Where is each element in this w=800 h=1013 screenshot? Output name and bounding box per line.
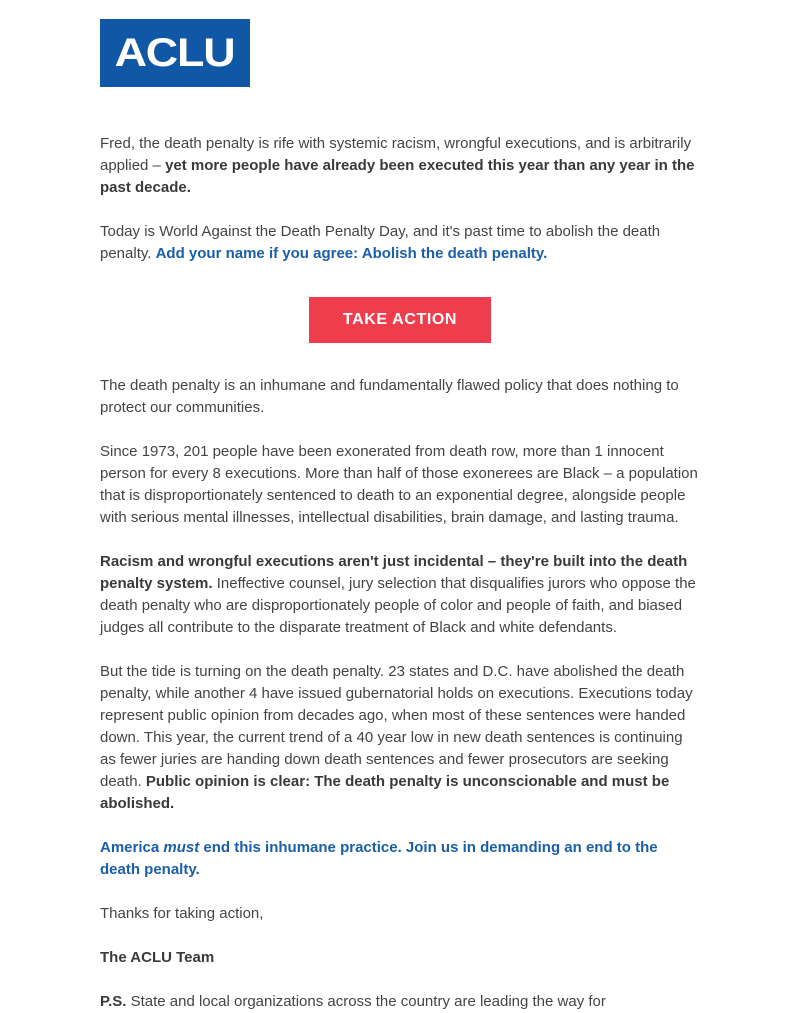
paragraph-intro-lead: Fred, the death penalty is rife with systemic racism, wrongful executions, and is arbitrarily applied –	[100, 135, 692, 174]
team-signature	[100, 947, 700, 969]
postscript-label: P.S.	[100, 993, 127, 1010]
take-action-button[interactable]: TAKE ACTION	[309, 297, 491, 343]
paragraph-intro	[100, 133, 700, 199]
america-part2: end this inhumane practice. Join us in demanding an end to the death penalty.	[100, 839, 658, 878]
paragraph-world-day	[100, 221, 700, 265]
email-content-column	[100, 0, 700, 1013]
paragraph-tide-emphasis: Public opinion is clear: The death penalty is unconscionable and must be abolished.	[100, 773, 670, 812]
postscript	[100, 991, 700, 1013]
paragraph-racism-emphasis: Racism and wrongful executions aren't just incidental – they're built into the death penalty system.	[100, 553, 688, 592]
paragraph-inhumane-policy: The death penalty is an inhumane and fundamentally flawed policy that does nothing to protect our communities.	[100, 377, 679, 416]
paragraph-tide-lead: But the tide is turning on the death penalty. 23 states and D.C. have abolished the death penalty, while another 4 have issued gubernatorial holds on executions. Executions today represent public opinion from decades ago, when most of these sentences were handed down. This year, the current trend of a 40 year low in new death sentences is continuing as fewer juries are handing down death sentences and fewer prosecutors are seeking death.	[100, 663, 693, 790]
paragraph-tide-turning	[100, 661, 700, 815]
add-your-name-link[interactable]: Add your name if you agree: Abolish the death penalty.	[155, 245, 548, 262]
america-part1: America	[100, 839, 164, 856]
aclu-logo[interactable]	[100, 19, 250, 87]
team-signature-label: The ACLU Team	[100, 949, 215, 966]
paragraph-exonerations: Since 1973, 201 people have been exonerated from death row, more than 1 innocent person for every 8 executions. More than half of those exonerees are Black – a population that is disproportionately sentenced to death to an exponential degree, alongside people with serious mental illnesses, intellectual disabilities, brain damage, and lasting trauma.	[100, 443, 698, 526]
paragraph-racism-built-in	[100, 551, 700, 639]
aclu-wordmark: ACLU	[115, 31, 235, 75]
cta-row	[100, 287, 700, 343]
sign-off-text: Thanks for taking action,	[100, 905, 264, 922]
paragraph-intro-emphasis: yet more people have already been executed this year than any year in the past decade.	[100, 157, 695, 196]
paragraph-world-day-lead: Today is World Against the Death Penalty Day, and it's past time to abolish the death penalty.	[100, 223, 661, 262]
paragraph-racism-rest: Ineffective counsel, jury selection that disqualifies jurors who oppose the death penalty who are disproportionately people of color and people of faith, and biased judges all contribute to the disparate treatment of Black and white defendants.	[100, 575, 696, 636]
paragraph-america-must-end[interactable]	[100, 837, 700, 881]
america-italic-must: must	[163, 839, 200, 856]
logo-block	[100, 0, 700, 87]
postscript-text: State and local organizations across the country are leading the way for	[126, 993, 606, 1010]
